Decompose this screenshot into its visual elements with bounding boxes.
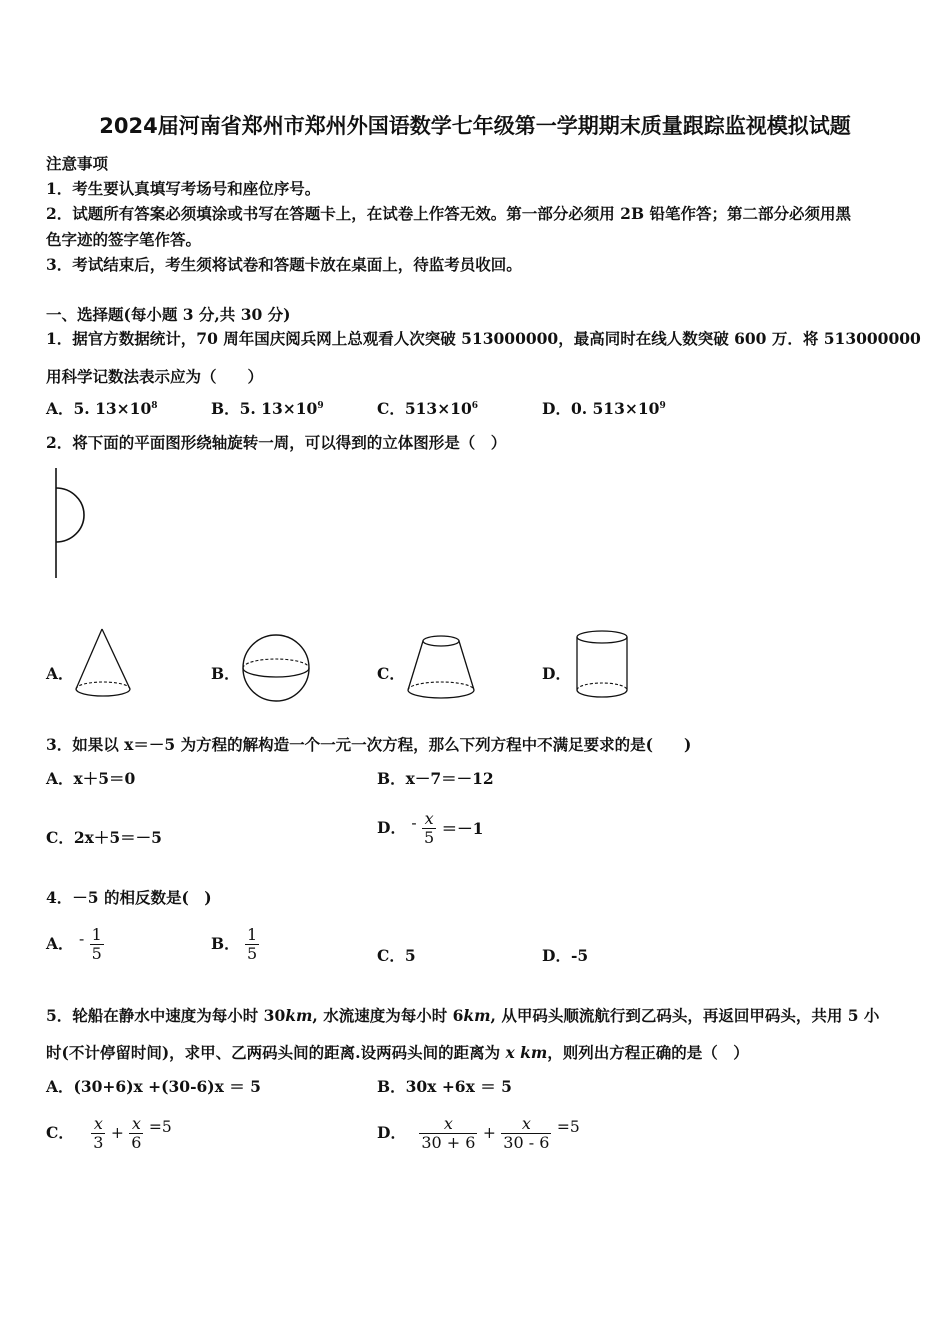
q2-sphere-figure [240, 632, 312, 704]
q4-stem: 4．－5 的相反数是( ) [46, 888, 212, 907]
q5-stem-line2: 时(不计停留时间)，求甲、乙两码头间的距离.设两码头间的距离为 x km，则列出方程正确的是（ ） [46, 1043, 749, 1062]
q2-half-circle-figure [50, 468, 90, 580]
q5-stem-line1: 5．轮船在静水中速度为每小时 30km, 水流速度为每小时 6km, 从甲码头顺流航行到乙码头，再返回甲码头，共用 5 小 [46, 1006, 880, 1025]
notice-item-1: 1．考生要认真填写考场号和座位序号。 [46, 179, 321, 198]
q5-option-a[interactable]: A．(30+6)x +(30-6)x ＝ 5 [46, 1077, 261, 1096]
q3-stem: 3．如果以 x＝－5 为方程的解构造一个一元一次方程，那么下列方程中不满足要求的是( ) [46, 735, 692, 754]
q3-option-c[interactable]: C．2x＋5＝－5 [46, 828, 162, 847]
q1-option-a[interactable]: A．5. $13\times 10^8$ [46, 399, 158, 418]
q2-option-b[interactable]: B． [211, 664, 240, 683]
notice-item-3: 3．考试结束后，考生须将试卷和答题卡放在桌面上，待监考员收回。 [46, 255, 522, 274]
q2-cylinder-figure [574, 628, 634, 702]
section-heading: 一、选择题(每小题 3 分,共 30 分) [46, 305, 291, 324]
q5-option-c[interactable]: C． $\frac{x}{3}$ + $\frac{x}{6}$ =5 [46, 1113, 172, 1152]
q4-option-d[interactable]: D．-5 [542, 946, 589, 965]
q1-stem-line1: 1．据官方数据统计，70 周年国庆阅兵网上总观看人次突破 513000000，最高同时在线人数突破 600 万．将 513000000 [46, 329, 921, 348]
q3-option-b[interactable]: B．x－7＝－12 [377, 769, 494, 788]
q4-option-b[interactable]: B． $\frac{1}{5}$ [211, 924, 258, 963]
notice-item-2-cont: 色字迹的签字笔作答。 [46, 230, 202, 249]
q3-option-d[interactable]: D． - $\frac{x}{5}$ ＝－1 [377, 808, 484, 847]
q2-cone-figure [72, 627, 134, 699]
q1-option-d[interactable]: D．0. $513\times 10^9$ [542, 399, 666, 418]
q5-option-b[interactable]: B．30x +6x ＝ 5 [377, 1077, 512, 1096]
q4-option-c[interactable]: C．5 [377, 946, 416, 965]
notice-heading: 注意事项 [46, 154, 109, 173]
q1-stem-line2: 用科学记数法表示应为（ ） [46, 367, 264, 386]
q2-option-a[interactable]: A． [46, 664, 74, 683]
q1-option-c[interactable]: C．$513\times 10^6$ [377, 399, 479, 418]
page-title: 2024届河南省郑州市郑州外国语数学七年级第一学期期末质量跟踪监视模拟试题 [99, 114, 851, 138]
notice-item-2: 2．试题所有答案必须填涂或书写在答题卡上，在试卷上作答无效。第一部分必须用 2B 铅笔作答；第二部分必须用黑 [46, 204, 851, 223]
q5-option-d[interactable]: D． $\frac{x}{30 + 6}$ + $\frac{x}{30 - 6}$ =5 [377, 1113, 580, 1152]
q2-option-c[interactable]: C． [377, 664, 405, 683]
q2-stem: 2．将下面的平面图形绕轴旋转一周，可以得到的立体图形是（ ） [46, 433, 507, 452]
q4-option-a[interactable]: A． - $\frac{1}{5}$ [46, 924, 102, 963]
q3-option-a[interactable]: A．x＋5＝0 [46, 769, 136, 788]
q1-option-b[interactable]: B．5. $13\times 10^9$ [211, 399, 324, 418]
q2-frustum-figure [404, 632, 478, 702]
q2-option-d[interactable]: D． [542, 664, 571, 683]
